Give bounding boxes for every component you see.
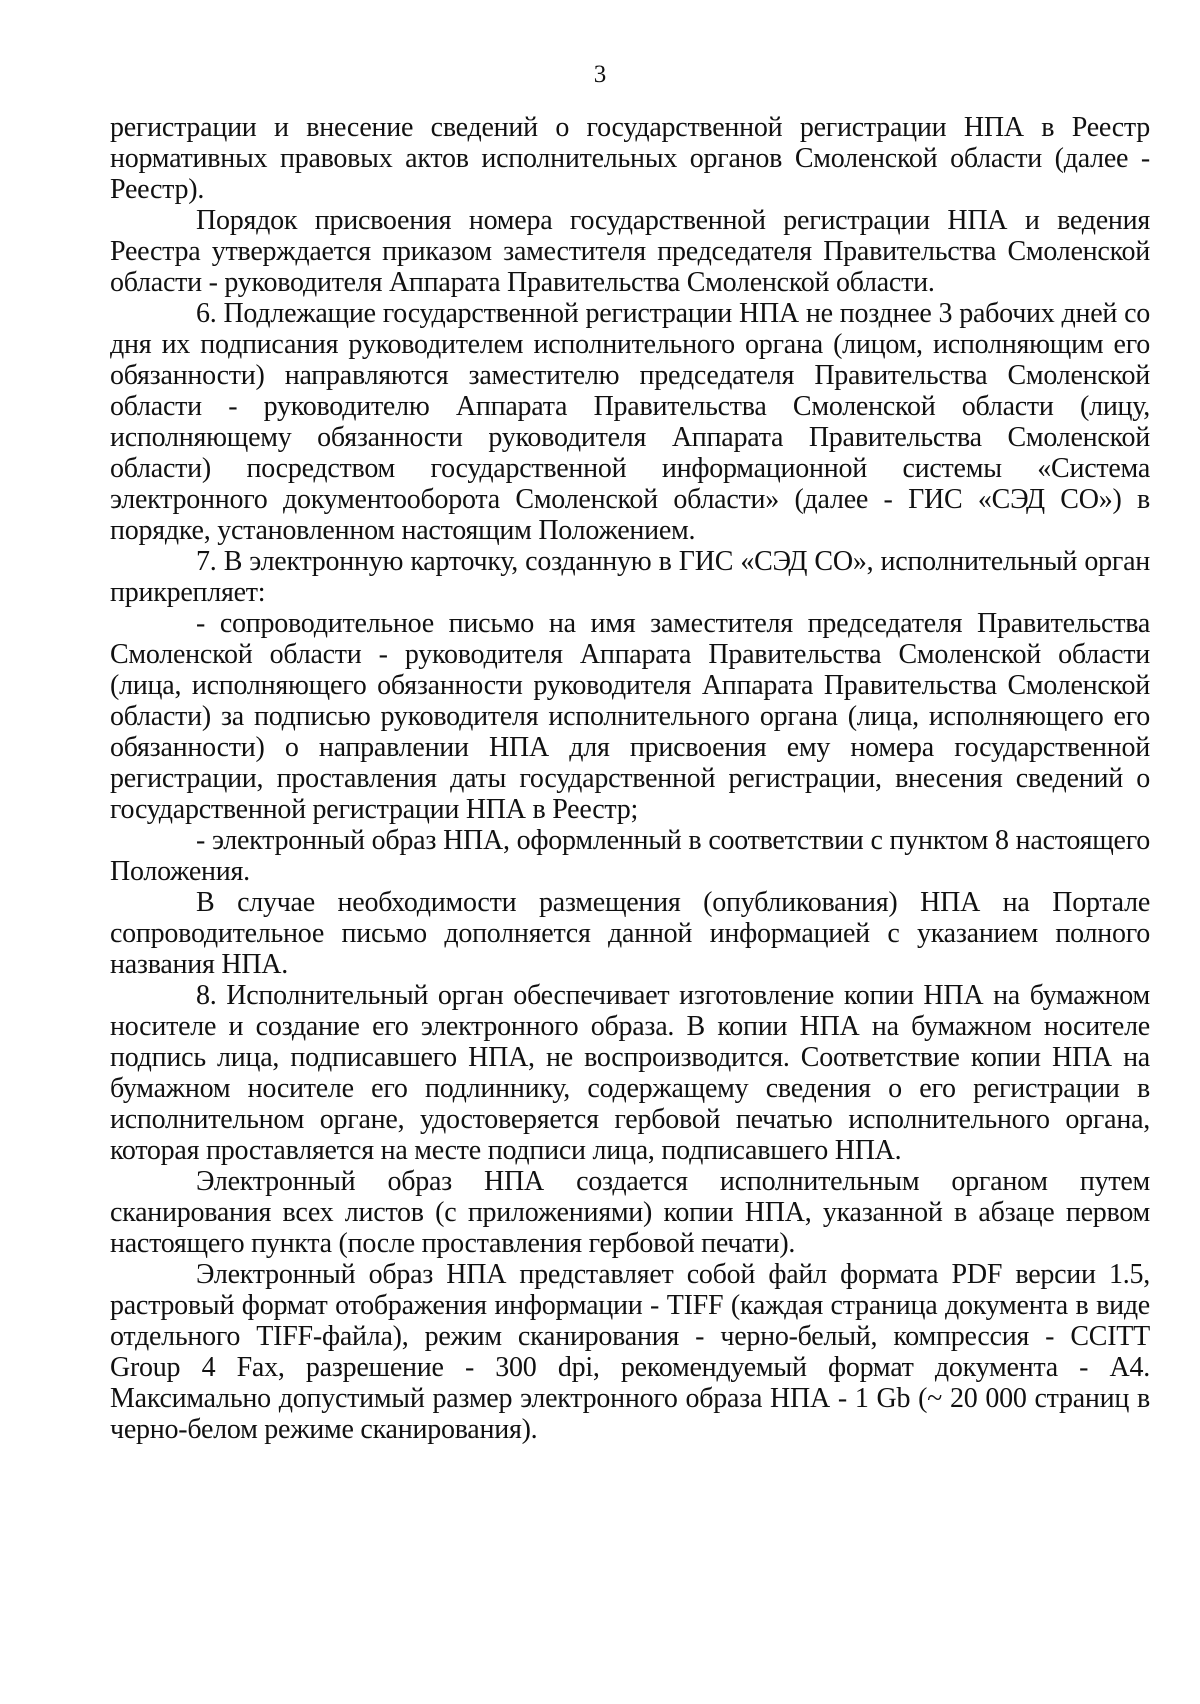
paragraph: В случае необходимости размещения (опубликования) НПА на Портале сопроводительное письмо дополняется данной информацией с указанием полного названия НПА.	[110, 887, 1150, 980]
paragraph: 8. Исполнительный орган обеспечивает изготовление копии НПА на бумажном носителе и создание его электронного образа. В копии НПА на бумажном носителе подпись лица, подписавшего НПА, не воспроизводится. Соответствие копии НПА на бумажном носителе его подлиннику, содержащему сведения о его регистрации в исполнительном органе, удостоверяется гербовой печатью исполнительного органа, которая проставляется на месте подписи лица, подписавшего НПА.	[110, 980, 1150, 1166]
paragraph: - электронный образ НПА, оформленный в соответствии с пунктом 8 настоящего Положения.	[110, 825, 1150, 887]
paragraph: Электронный образ НПА представляет собой файл формата PDF версии 1.5, растровый формат отображения информации - TIFF (каждая страница документа в виде отдельного TIFF-файла), режим сканирования - черно-белый, компрессия - CCITT Group 4 Fax, разрешение - 300 dpi, рекомендуемый формат документа - А4. Максимально допустимый размер электронного образа НПА - 1 Gb (~ 20 000 страниц в черно-белом режиме сканирования).	[110, 1259, 1150, 1445]
paragraph: - сопроводительное письмо на имя заместителя председателя Правительства Смоленской области - руководителя Аппарата Правительства Смоленской области (лица, исполняющего обязанности руководителя Аппарата Правительства Смоленской области) за подписью руководителя исполнительного органа (лица, исполняющего его обязанности) о направлении НПА для присвоения ему номера государственной регистрации, проставления даты государственной регистрации, внесения сведений о государственной регистрации НПА в Реестр;	[110, 608, 1150, 825]
paragraph: регистрации и внесение сведений о государственной регистрации НПА в Реестр нормативных правовых актов исполнительных органов Смоленской области (далее - Реестр).	[110, 112, 1150, 205]
paragraph: Электронный образ НПА создается исполнительным органом путем сканирования всех листов (с приложениями) копии НПА, указанной в абзаце первом настоящего пункта (после проставления гербовой печати).	[110, 1166, 1150, 1259]
document-body	[110, 112, 1150, 1445]
paragraph: 7. В электронную карточку, созданную в ГИС «СЭД СО», исполнительный орган прикрепляет:	[110, 546, 1150, 608]
paragraph: 6. Подлежащие государственной регистрации НПА не позднее 3 рабочих дней со дня их подписания руководителем исполнительного органа (лицом, исполняющим его обязанности) направляются заместителю председателя Правительства Смоленской области - руководителю Аппарата Правительства Смоленской области (лицу, исполняющему обязанности руководителя Аппарата Правительства Смоленской области) посредством государственной информационной системы «Система электронного документооборота Смоленской области» (далее - ГИС «СЭД СО») в порядке, установленном настоящим Положением.	[110, 298, 1150, 546]
page-number: 3	[593, 61, 607, 88]
paragraph: Порядок присвоения номера государственной регистрации НПА и ведения Реестра утверждается приказом заместителя председателя Правительства Смоленской области - руководителя Аппарата Правительства Смоленской области.	[110, 205, 1150, 298]
